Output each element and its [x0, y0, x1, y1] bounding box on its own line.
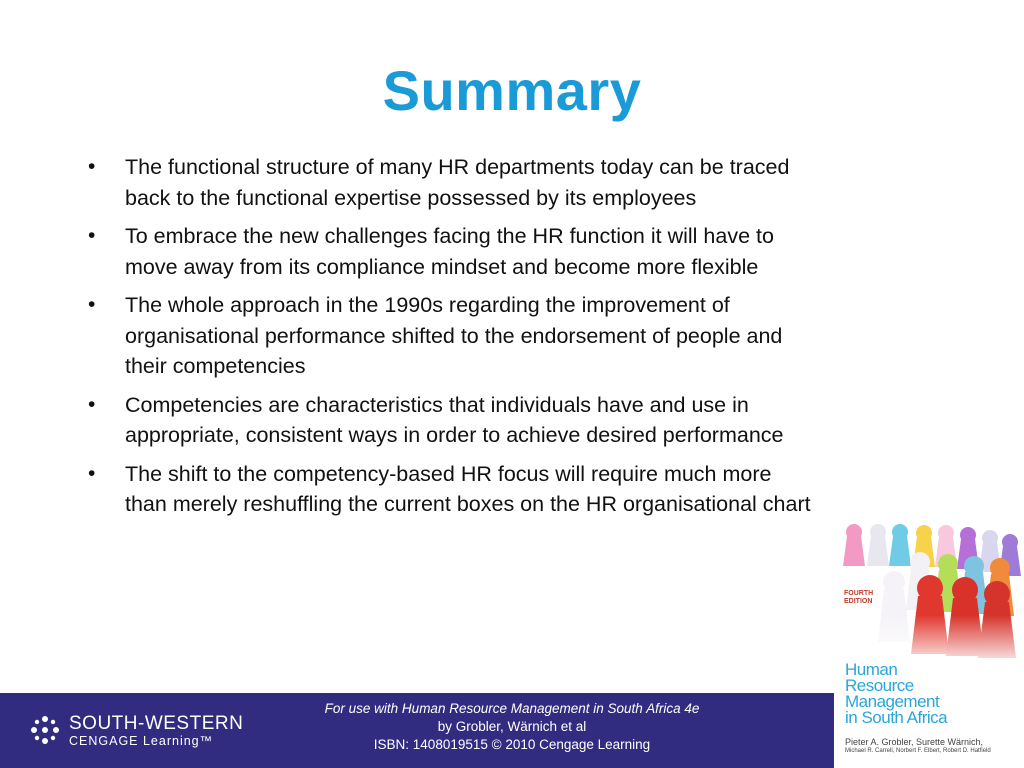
footer-line-1: For use with Human Resource Management in South Africa 4e: [324, 701, 700, 716]
cover-title-line: Resource: [845, 676, 914, 695]
bullet-marker: •: [88, 224, 96, 247]
bullet-marker: •: [88, 392, 96, 416]
authors-line-1: Pieter A. Grobler, Surette Wärnich,: [845, 737, 984, 747]
logo-line-2: [69, 734, 213, 748]
bullet-text: To embrace the new challenges facing the HR function it will have to move away from its compliance mindset and become more flexible: [125, 224, 774, 279]
cover-authors: [845, 737, 1024, 755]
footer-line-2: by Grobler, Wärnich et al: [437, 719, 587, 734]
bullet-marker: •: [88, 293, 96, 316]
logo-line-2-text: CENGAGE Learning: [69, 734, 200, 748]
bullet-marker: •: [88, 155, 96, 178]
footer-bar: [0, 693, 834, 768]
bullet-list: [88, 152, 813, 528]
footer-citation: [250, 700, 774, 754]
cover-title: [845, 662, 1020, 726]
cover-title-line: Management: [845, 692, 940, 711]
publisher-logo: [28, 710, 248, 752]
bullet-text: The functional structure of many HR departments today can be traced back to the functional expertise possessed by its employees: [125, 155, 790, 210]
slide-title: Summary: [382, 59, 642, 122]
bullet-item: [88, 152, 813, 213]
bullet-item: [88, 390, 813, 451]
bullet-item: [88, 459, 813, 520]
bullet-item: [88, 290, 813, 382]
edition-line-2: EDITION: [844, 598, 873, 605]
bullet-item: [88, 221, 813, 282]
footer-line-3: ISBN: 1408019515 © 2010 Cengage Learning: [373, 737, 651, 752]
cover-title-line: in South Africa: [845, 708, 948, 727]
compass-star-icon: [28, 713, 62, 747]
cover-title-line: Human: [845, 660, 898, 679]
bullet-text: The shift to the competency-based HR focus will require much more than merely reshuffling the current boxes on the HR organisational chart: [125, 461, 811, 516]
bullet-text: The whole approach in the 1990s regarding the improvement of organisational performance shifted to the endorsement of people and their competencies: [125, 293, 783, 378]
book-cover: [834, 520, 1024, 768]
edition-label: [844, 590, 884, 606]
bullet-marker: •: [88, 461, 96, 485]
bullet-text: Competencies are characteristics that individuals have and use in appropriate, consistent ways in order to achieve desired performance: [125, 392, 784, 447]
edition-line-1: FOURTH: [844, 590, 874, 597]
logo-line-1: SOUTH-WESTERN: [69, 713, 244, 734]
authors-line-2: Michael R. Carrell, Norbert F. Elbert, Robert D. Hatfield: [845, 748, 991, 754]
trademark-symbol: ™: [199, 734, 214, 748]
